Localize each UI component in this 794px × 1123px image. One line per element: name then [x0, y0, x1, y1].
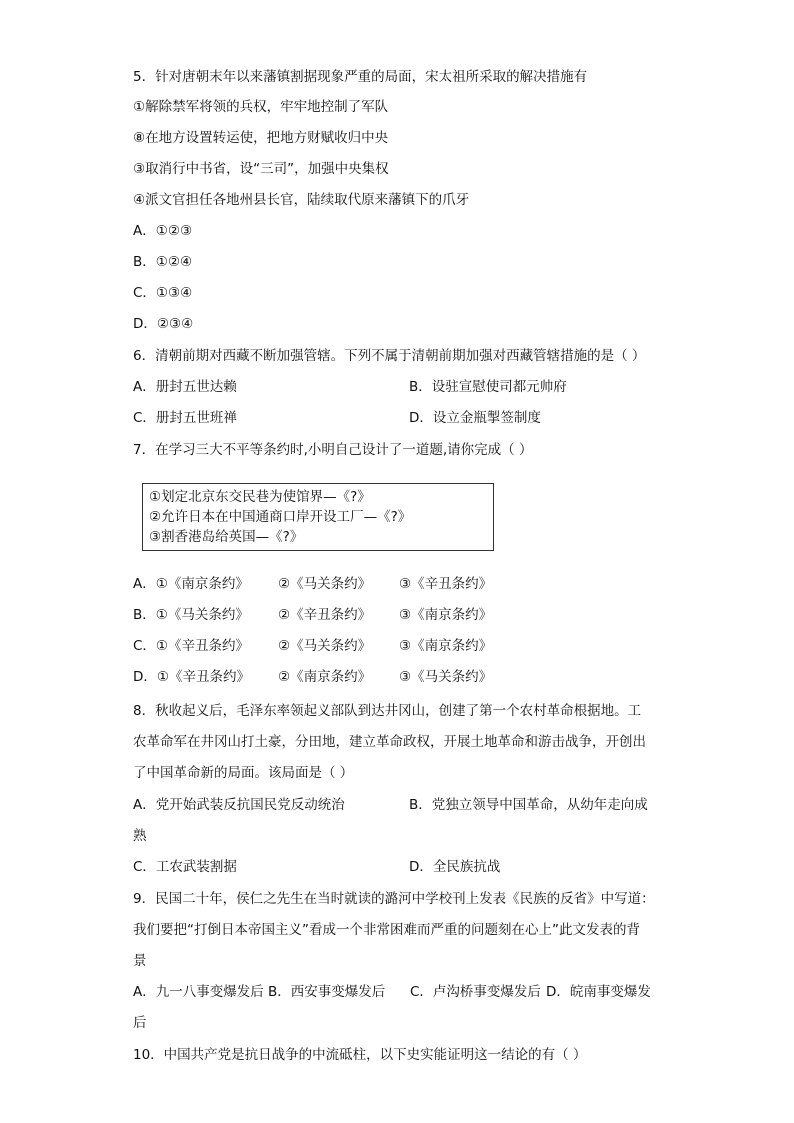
q8-stem-line-2: 农革命军在井冈山打土豪，分田地，建立革命政权，开展土地革命和游击战争，开创出: [133, 734, 646, 750]
q7-option-a-3: ③《辛丑条约》: [399, 576, 493, 592]
q8-option-b-cont: 熟: [133, 828, 147, 844]
q7-option-c-2: ②《马关条约》: [278, 638, 372, 654]
q9-option-c[interactable]: C．卢沟桥事变爆发后: [410, 984, 541, 1000]
q5-stem: 5．针对唐朝末年以来藩镇割据现象严重的局面，宋太祖所采取的解决措施有: [133, 69, 588, 85]
q7-option-c-3: ③《南京条约》: [399, 638, 493, 654]
q8-stem-line-1: 8．秋收起义后，毛泽东率领起义部队到达井冈山，创建了第一个农村革命根据地。工: [133, 703, 642, 719]
q6-option-b[interactable]: B．设驻宣慰使司都元帅府: [409, 379, 567, 395]
q5-option-b[interactable]: B．①②④: [133, 254, 193, 270]
q7-material-box: [142, 483, 494, 551]
q7-option-d-3: ③《马关条约》: [399, 669, 493, 685]
q5-option-a[interactable]: A．①②③: [133, 223, 193, 239]
q9-stem-line-1: 9．民国二十年，侯仁之先生在当时就读的潞河中学校刊上发表《民族的反省》中写道：: [133, 891, 655, 907]
q9-option-b[interactable]: B．西安事变爆发后: [268, 984, 386, 1000]
q5-item-2: ⑧在地方设置转运使，把地方财赋收归中央: [133, 130, 389, 146]
q5-item-1: ①解除禁军将领的兵权，牢牢地控制了军队: [133, 99, 389, 115]
q7-option-b-3: ③《南京条约》: [399, 607, 493, 623]
q8-option-c[interactable]: C．工农武装割据: [133, 859, 237, 875]
q6-option-a[interactable]: A．册封五世达赖: [133, 379, 237, 395]
q8-option-d[interactable]: D．全民族抗战: [409, 859, 501, 875]
q7-option-a-2: ②《马关条约》: [278, 576, 372, 592]
q9-stem-line-2: 我们要把“打倒日本帝国主义”看成一个非常困难而严重的问题刻在心上”此文发表的背: [133, 922, 640, 938]
q5-item-3: ③取消行中书省，设“三司”，加强中央集权: [133, 161, 389, 177]
q7-option-a-1: A．①《南京条约》: [133, 576, 249, 592]
q5-option-c[interactable]: C．①③④: [133, 285, 193, 301]
q6-option-c[interactable]: C．册封五世班禅: [133, 410, 237, 426]
q9-stem-line-3: 景: [133, 953, 147, 969]
q9-option-d-cont: 后: [133, 1015, 147, 1031]
q5-item-4: ④派文官担任各地州县长官，陆续取代原来藩镇下的爪牙: [133, 192, 470, 208]
q6-option-d[interactable]: D．设立金瓶掣签制度: [409, 410, 541, 426]
q7-option-b-1: B．①《马关条约》: [133, 607, 249, 623]
q8-option-a[interactable]: A．党开始武装反抗国民党反动统治: [133, 797, 345, 813]
q7-option-c-1: C．①《辛丑条约》: [133, 638, 250, 654]
q7-box-line-1: ①划定北京东交民巷为使馆界—《?》: [149, 489, 371, 505]
q9-option-d[interactable]: D．皖南事变爆发: [546, 984, 651, 1000]
q10-stem: 10．中国共产党是抗日战争的中流砥柱，以下史实能证明这一结论的有（ ）: [133, 1047, 587, 1063]
q7-option-d-2: ②《南京条约》: [278, 669, 372, 685]
q8-option-b[interactable]: B．党独立领导中国革命，从幼年走向成: [409, 797, 648, 813]
q7-option-d-1: D．①《辛丑条约》: [133, 669, 250, 685]
q5-option-d[interactable]: D．②③④: [133, 316, 194, 332]
q8-stem-line-3: 了中国革命新的局面。该局面是（ ）: [133, 765, 354, 781]
q6-stem: 6．清朝前期对西藏不断加强管辖。下列不属于清朝前期加强对西藏管辖措施的是（ ）: [133, 348, 646, 364]
q7-option-b-2: ②《辛丑条约》: [278, 607, 372, 623]
q7-box-line-3: ③割香港岛给英国—《?》: [149, 529, 304, 545]
q7-box-line-2: ②允许日本在中国通商口岸开设工厂—《?》: [149, 509, 412, 525]
q7-stem: 7．在学习三大不平等条约时,小明自己设计了一道题,请你完成（ ）: [133, 442, 533, 458]
q9-option-a[interactable]: A．九一八事变爆发后: [133, 984, 264, 1000]
